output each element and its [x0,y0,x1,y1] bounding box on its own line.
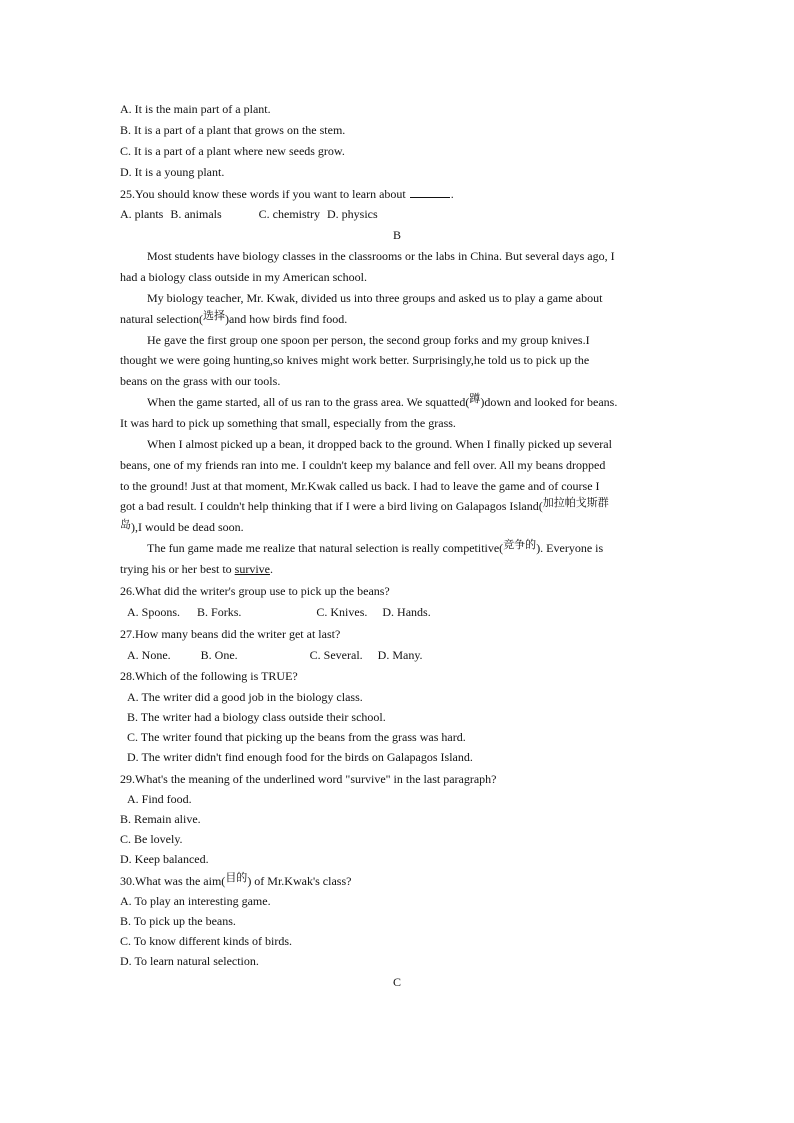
text-span: . [269,562,273,576]
q29-stem: 29.What's the meaning of the underlined word "survive" in the last paragraph? [120,772,497,786]
passage-p5-line2: beans, one of my friends ran into me. I couldn't keep my balance and fell over. All my beans dropped [120,458,606,472]
q27-options [127,647,423,663]
q25-stem [120,185,454,202]
section-b-label: B [392,228,401,242]
q26-option-d: D. Hands. [382,605,431,619]
passage-p1-line2: had a biology class outside in my American school. [120,270,367,284]
q29-option-c: C. Be lovely. [120,832,183,846]
passage-p6-line1 [147,540,603,557]
q26-option-a: A. Spoons. [127,605,181,619]
q27-option-b: B. One. [200,648,238,662]
cjk-gloss: 选择 [202,309,225,322]
q29-option-a: A. Find food. [127,792,192,806]
q25-stem-text: 25.You should know these words if you want to learn about [120,187,406,201]
text-span: 30.What was the aim( [120,874,226,888]
q28-stem: 28.Which of the following is TRUE? [120,669,298,683]
q30-option-a: A. To play an interesting game. [120,894,271,908]
q28-option-b: B. The writer had a biology class outside their school. [127,710,386,724]
q30-option-b: B. To pick up the beans. [120,914,236,928]
section-c-label: C [392,975,401,989]
cjk-gloss: 目的 [225,871,248,884]
passage-p4-line2: It was hard to pick up something that small, especially from the grass. [120,416,456,430]
cjk-gloss: 加拉帕戈斯群 [542,496,609,509]
cjk-gloss: 蹲 [469,392,481,405]
q25-option-c: C. chemistry [258,207,320,221]
q28-option-d: D. The writer didn't find enough food for the birds on Galapagos Island. [127,750,473,764]
passage-p6-line2 [120,561,273,577]
text-span: )and how birds find food. [224,312,348,326]
answer-blank [410,185,450,198]
q25-stem-end: . [450,187,454,201]
passage-p5-line5 [120,519,244,536]
passage-p2-line2 [120,311,347,328]
passage-p3-line1: He gave the first group one spoon per person, the second group forks and my group knives.I [147,333,590,347]
text-span: got a bad result. I couldn't help thinking that if I were a bird living on Galapagos Island( [120,499,543,513]
text-span: The fun game made me realize that natural selection is really competitive( [147,541,504,555]
q25-options [120,206,378,222]
q29-option-b: B. Remain alive. [120,812,201,826]
q26-stem: 26.What did the writer's group use to pick up the beans? [120,584,390,598]
passage-p5-line4 [120,498,609,515]
q28-option-c: C. The writer found that picking up the beans from the grass was hard. [127,730,466,744]
passage-p3-line2: thought we were going hunting,so knives might work better. Surprisingly,he told us to pick up the [120,353,590,367]
text-span: )down and looked for beans. [480,395,618,409]
underlined-word-survive: survive [234,562,270,576]
q30-option-c: C. To know different kinds of birds. [120,934,293,948]
text-span: natural selection( [120,312,203,326]
q27-option-a: A. None. [127,648,171,662]
passage-p3-line3: beans on the grass with our tools. [120,374,281,388]
q24-option-d: D. It is a young plant. [120,165,225,179]
cjk-gloss: 竞争的 [503,538,537,551]
text-span: When the game started, all of us ran to the grass area. We squatted( [147,395,470,409]
passage-p5-line1: When I almost picked up a bean, it dropped back to the ground. When I finally picked up several [147,437,612,451]
q24-option-a: A. It is the main part of a plant. [120,102,271,116]
q24-option-b: B. It is a part of a plant that grows on the stem. [120,123,346,137]
q25-option-a: A. plants [120,207,164,221]
passage-p5-line3: to the ground! Just at that moment, Mr.Kwak called us back. I had to leave the game and of course I [120,479,600,493]
text-span: trying his or her best to [120,562,232,576]
q26-option-b: B. Forks. [197,605,242,619]
passage-p2-line1: My biology teacher, Mr. Kwak, divided us into three groups and asked us to play a game about [147,291,603,305]
q26-option-c: C. Knives. [316,605,368,619]
q28-option-a: A. The writer did a good job in the biology class. [127,690,363,704]
q26-options [127,604,431,620]
cjk-gloss: 岛 [120,518,131,531]
q30-option-d: D. To learn natural selection. [120,954,259,968]
q27-option-c: C. Several. [309,648,363,662]
text-span: ),I would be dead soon. [131,520,244,534]
q27-stem: 27.How many beans did the writer get at last? [120,627,341,641]
q30-stem [120,873,351,890]
q24-option-c: C. It is a part of a plant where new seeds grow. [120,144,345,158]
passage-p1-line1: Most students have biology classes in the classrooms or the labs in China. But several days ago, I [147,249,615,263]
q25-option-d: D. physics [327,207,378,221]
passage-p4-line1 [147,394,617,411]
text-span: ). Everyone is [536,541,604,555]
q25-option-b: B. animals [170,207,222,221]
q29-option-d: D. Keep balanced. [120,852,209,866]
text-span: ) of Mr.Kwak's class? [247,874,352,888]
q27-option-d: D. Many. [377,648,423,662]
